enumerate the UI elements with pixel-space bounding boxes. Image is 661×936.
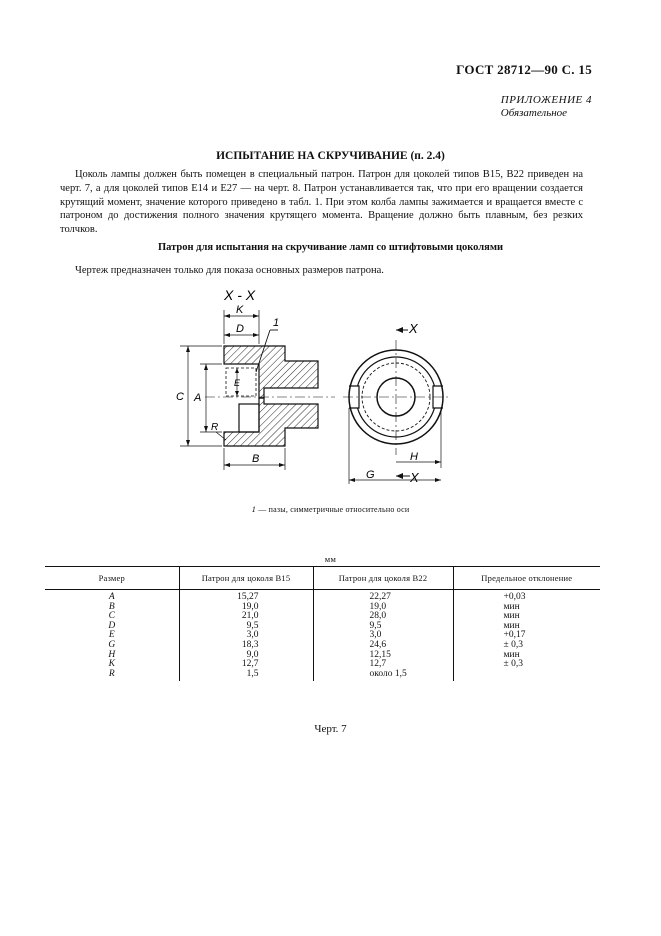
cell-size: H — [108, 649, 116, 660]
cell-size: G — [108, 639, 116, 650]
label-H: H — [410, 451, 418, 463]
drawing-legend — [0, 504, 661, 514]
cell-tolerance: ± 0,3 — [453, 660, 600, 670]
label-X-bottom: X — [410, 470, 419, 485]
cell-b15: 19,0 — [179, 603, 313, 613]
label-E: E — [234, 378, 241, 388]
cell-size: K — [108, 659, 115, 670]
appendix-block — [501, 94, 592, 120]
section-title: ИСПЫТАНИЕ НА СКРУЧИВАНИЕ (п. 2.4) — [216, 150, 445, 162]
figure-caption: Черт. 7 — [314, 723, 347, 735]
section-label: X - X — [224, 287, 256, 303]
cell-b15: 15,27 — [179, 590, 313, 603]
cell-b15: 3,0 — [179, 631, 313, 641]
cell-tolerance: мин — [453, 651, 600, 661]
section-view — [205, 330, 335, 446]
label-A: A — [194, 392, 202, 404]
cell-b15: 18,3 — [179, 641, 313, 651]
end-view — [343, 327, 450, 479]
cell-size: A — [108, 592, 115, 602]
label-C: C — [176, 391, 184, 403]
label-X-top: X — [409, 321, 418, 336]
cell-b15: 21,0 — [179, 612, 313, 622]
cell-size: R — [108, 668, 115, 679]
cell-b22: 12,15 — [313, 651, 453, 661]
cell-size: E — [108, 630, 115, 641]
dimensions-table — [45, 566, 600, 681]
cell-b22: 3,0 — [313, 631, 453, 641]
cell-b22: 28,0 — [313, 612, 453, 622]
cell-b22: около 1,5 — [313, 670, 453, 682]
cell-b22: 9,5 — [313, 622, 453, 632]
cell-tolerance: ± 0,3 — [453, 641, 600, 651]
table-row — [45, 590, 600, 603]
header-tolerance: Предельное отклонение — [453, 567, 600, 590]
label-D: D — [236, 323, 244, 335]
section-paragraph: Цоколь лампы должен быть помещен в специальный патрон. Патрон для цоколей типов В15, В22 приведен на черт. 7, а для цоколей типов Е14 и Е27 — на черт. 8. Патрон устанавливается так, что при его вращении создается крутящий момент, значение которого приведено в табл. 1. При этом колба лампы зажимается и вращается вместе с патроном до достижения полного значения крутящего момента. Вращение должно быть плавным, без резких толчков. — [60, 169, 583, 236]
label-K: K — [236, 304, 244, 316]
cell-tolerance — [453, 670, 600, 682]
cell-tolerance: мин — [453, 612, 600, 622]
cell-b22: 24,6 — [313, 641, 453, 651]
doc-reference: ГОСТ 28712—90 С. 15 — [456, 62, 592, 77]
cell-b15: 9,0 — [179, 651, 313, 661]
chuck-drawing — [160, 282, 460, 507]
cell-b22: 12,7 — [313, 660, 453, 670]
cell-tolerance: +0,17 — [453, 631, 600, 641]
cell-b22: 22,27 — [313, 590, 453, 603]
header-b15: Патрон для цоколя В15 — [179, 567, 313, 590]
cell-size: C — [108, 611, 115, 622]
drawing-note: Чертеж предназначен только для показа основных размеров патрона. — [75, 265, 384, 276]
cell-b15: 1,5 — [179, 670, 313, 682]
label-1: 1 — [273, 317, 280, 329]
header-b22: Патрон для цоколя В22 — [313, 567, 453, 590]
legend-number: 1 — [251, 504, 257, 514]
cell-b15: 9,5 — [179, 622, 313, 632]
label-B: B — [252, 453, 260, 465]
appendix-status: Обязательное — [500, 107, 568, 119]
table-header-row — [45, 567, 600, 590]
table-row — [45, 660, 600, 670]
cell-tolerance: +0,03 — [453, 590, 600, 603]
cell-size: D — [108, 620, 116, 631]
label-R: R — [211, 422, 219, 433]
header-size: Размер — [45, 567, 179, 590]
table-unit: мм — [324, 554, 337, 564]
cell-b22: 19,0 — [313, 603, 453, 613]
table-row — [45, 670, 600, 682]
label-G: G — [366, 469, 375, 481]
cell-tolerance: мин — [453, 603, 600, 613]
legend-text: — пазы, симметричные относительно оси — [256, 505, 410, 514]
cell-size: B — [108, 601, 115, 612]
section-subtitle: Патрон для испытания на скручивание ламп со штифтовыми цоколями — [157, 242, 504, 253]
cell-b15: 12,7 — [179, 660, 313, 670]
appendix-label: ПРИЛОЖЕНИЕ 4 — [500, 94, 592, 106]
cell-tolerance: мин — [453, 622, 600, 632]
